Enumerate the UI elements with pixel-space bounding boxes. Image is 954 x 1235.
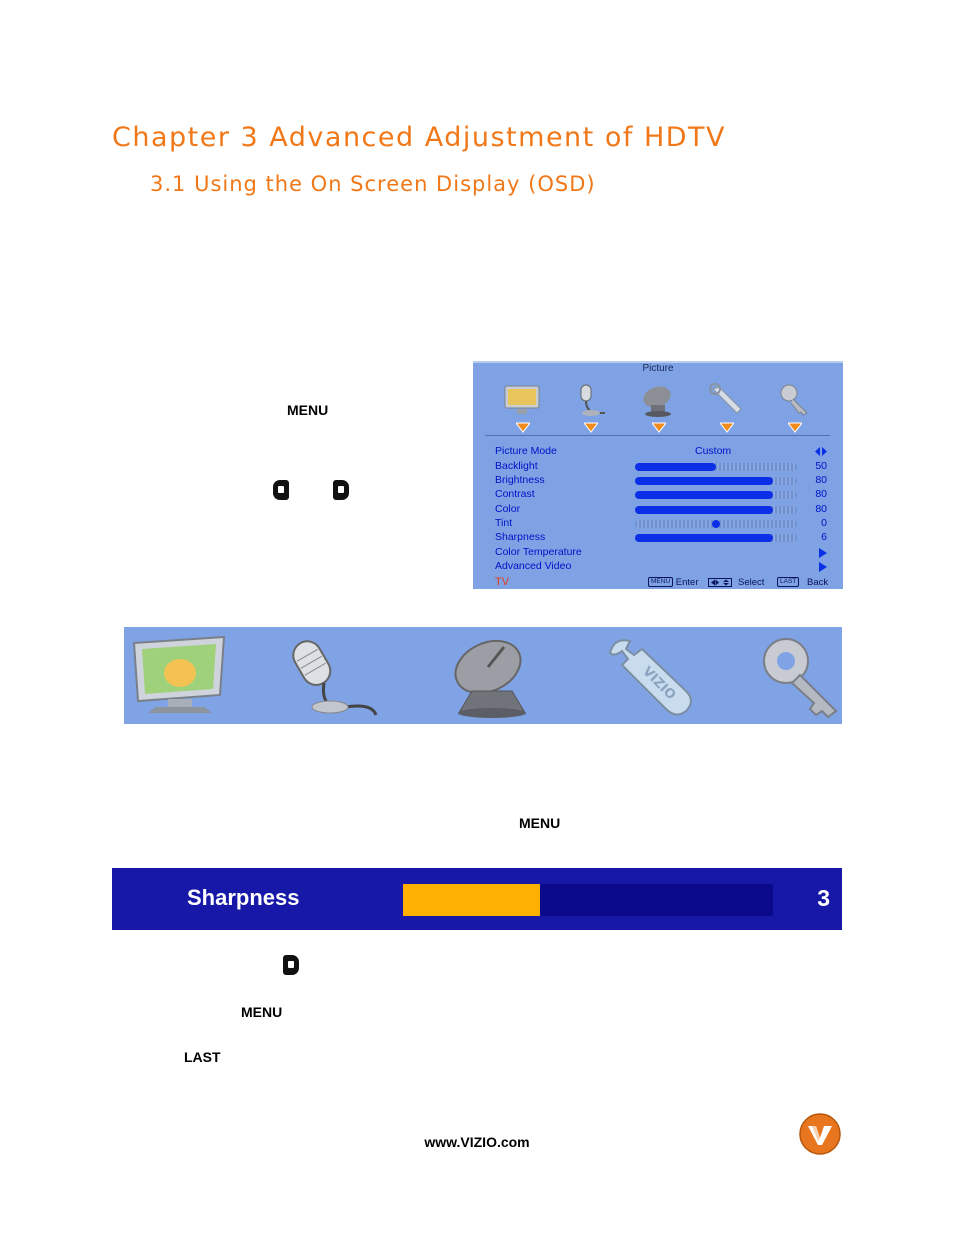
osd-row-label: Advanced Video (495, 560, 572, 572)
vizio-logo-icon (799, 1113, 841, 1155)
right-arrow-key-icon (283, 955, 299, 975)
osd-row-value: 0 (821, 517, 827, 529)
osd-enter-label: Enter (675, 577, 699, 588)
osd-slider-fill (635, 506, 773, 514)
osd-slider[interactable] (635, 477, 797, 485)
parental-icon[interactable] (756, 633, 842, 719)
osd-row-value: 80 (815, 474, 827, 486)
osd-slider[interactable] (635, 491, 797, 499)
osd-picture-menu (473, 361, 843, 589)
osd-divider (485, 435, 830, 436)
parental-icon[interactable] (773, 383, 817, 417)
picture-icon[interactable] (128, 633, 232, 719)
osd-row-sharpness[interactable] (495, 531, 835, 545)
picture-icon[interactable] (501, 383, 545, 417)
audio-icon[interactable] (284, 633, 384, 719)
osd-row-picture-mode[interactable] (495, 445, 835, 459)
arrow-keys-icon (708, 578, 732, 587)
osd-row-brightness[interactable] (495, 474, 835, 488)
osd-row-tint[interactable] (495, 517, 835, 531)
sharpness-adjust-bar (112, 868, 842, 930)
menu-key-label-2: MENU (519, 815, 561, 831)
osd-slider-fill (635, 534, 773, 542)
osd-slider[interactable] (635, 463, 797, 471)
sharpness-value: 3 (817, 885, 830, 911)
chevron-down-icon (652, 421, 666, 433)
osd-row-label: Color (495, 503, 521, 515)
osd-select-label: Select (738, 577, 765, 588)
osd-row-value: 6 (821, 531, 827, 543)
osd-row-color-temperature[interactable] (495, 546, 835, 560)
tv-tuner-icon[interactable] (442, 633, 542, 719)
osd-row-backlight[interactable] (495, 460, 835, 474)
osd-slider-fill (635, 463, 716, 471)
osd-row-value: 80 (815, 488, 827, 500)
menu-key-label-3: MENU (241, 1004, 283, 1020)
setup-icon[interactable] (705, 383, 749, 417)
osd-row-mode-value: Custom (695, 445, 732, 457)
chapter-title: Chapter 3 Advanced Adjustment of HDTV (112, 122, 726, 153)
osd-slider-knob (712, 520, 720, 528)
osd-menu-key: MENU (648, 577, 673, 587)
audio-icon[interactable] (569, 383, 613, 417)
section-title: 3.1 Using the On Screen Display (OSD) (150, 172, 596, 196)
osd-icon-banner (124, 627, 842, 724)
footer-url[interactable]: www.VIZIO.com (424, 1134, 530, 1150)
osd-footer (473, 577, 843, 589)
chevron-down-icon (584, 421, 598, 433)
svg-text:VIZIO: VIZIO (639, 664, 679, 704)
osd-slider[interactable] (635, 506, 797, 514)
sharpness-slider-fill (403, 884, 540, 916)
left-arrow-key-icon (273, 480, 289, 500)
osd-last-key: LAST (777, 577, 799, 587)
osd-source-label: TV (495, 576, 510, 588)
menu-key-label-1: MENU (287, 402, 329, 418)
setup-icon[interactable] (600, 633, 700, 719)
osd-slider[interactable] (635, 534, 797, 542)
osd-slider-fill (635, 477, 773, 485)
osd-back-label: Back (807, 577, 829, 588)
osd-row-label: Sharpness (495, 531, 546, 543)
osd-row-label: Color Temperature (495, 546, 582, 558)
osd-row-value: 80 (815, 503, 827, 515)
chevron-down-icon (788, 421, 802, 433)
last-key-label: LAST (184, 1049, 221, 1065)
chevron-down-icon (720, 421, 734, 433)
osd-slider[interactable] (635, 520, 797, 528)
chevron-right-icon (819, 548, 827, 558)
osd-row-label: Contrast (495, 488, 535, 500)
left-right-arrows-icon (815, 447, 827, 456)
tv-tuner-icon[interactable] (637, 383, 681, 417)
osd-slider-fill (635, 491, 773, 499)
osd-row-label: Backlight (495, 460, 538, 472)
osd-row-label: Brightness (495, 474, 545, 486)
osd-row-value: 50 (815, 460, 827, 472)
osd-title: Picture (642, 363, 674, 374)
chevron-right-icon (819, 562, 827, 572)
osd-row-contrast[interactable] (495, 488, 835, 502)
sharpness-slider[interactable] (403, 884, 773, 916)
right-arrow-key-icon (333, 480, 349, 500)
osd-row-advanced-video[interactable] (495, 560, 835, 574)
sharpness-label: Sharpness (187, 885, 300, 910)
osd-row-label: Tint (495, 517, 513, 529)
osd-row-label: Picture Mode (495, 445, 557, 457)
chevron-down-icon (516, 421, 530, 433)
osd-row-color[interactable] (495, 503, 835, 517)
